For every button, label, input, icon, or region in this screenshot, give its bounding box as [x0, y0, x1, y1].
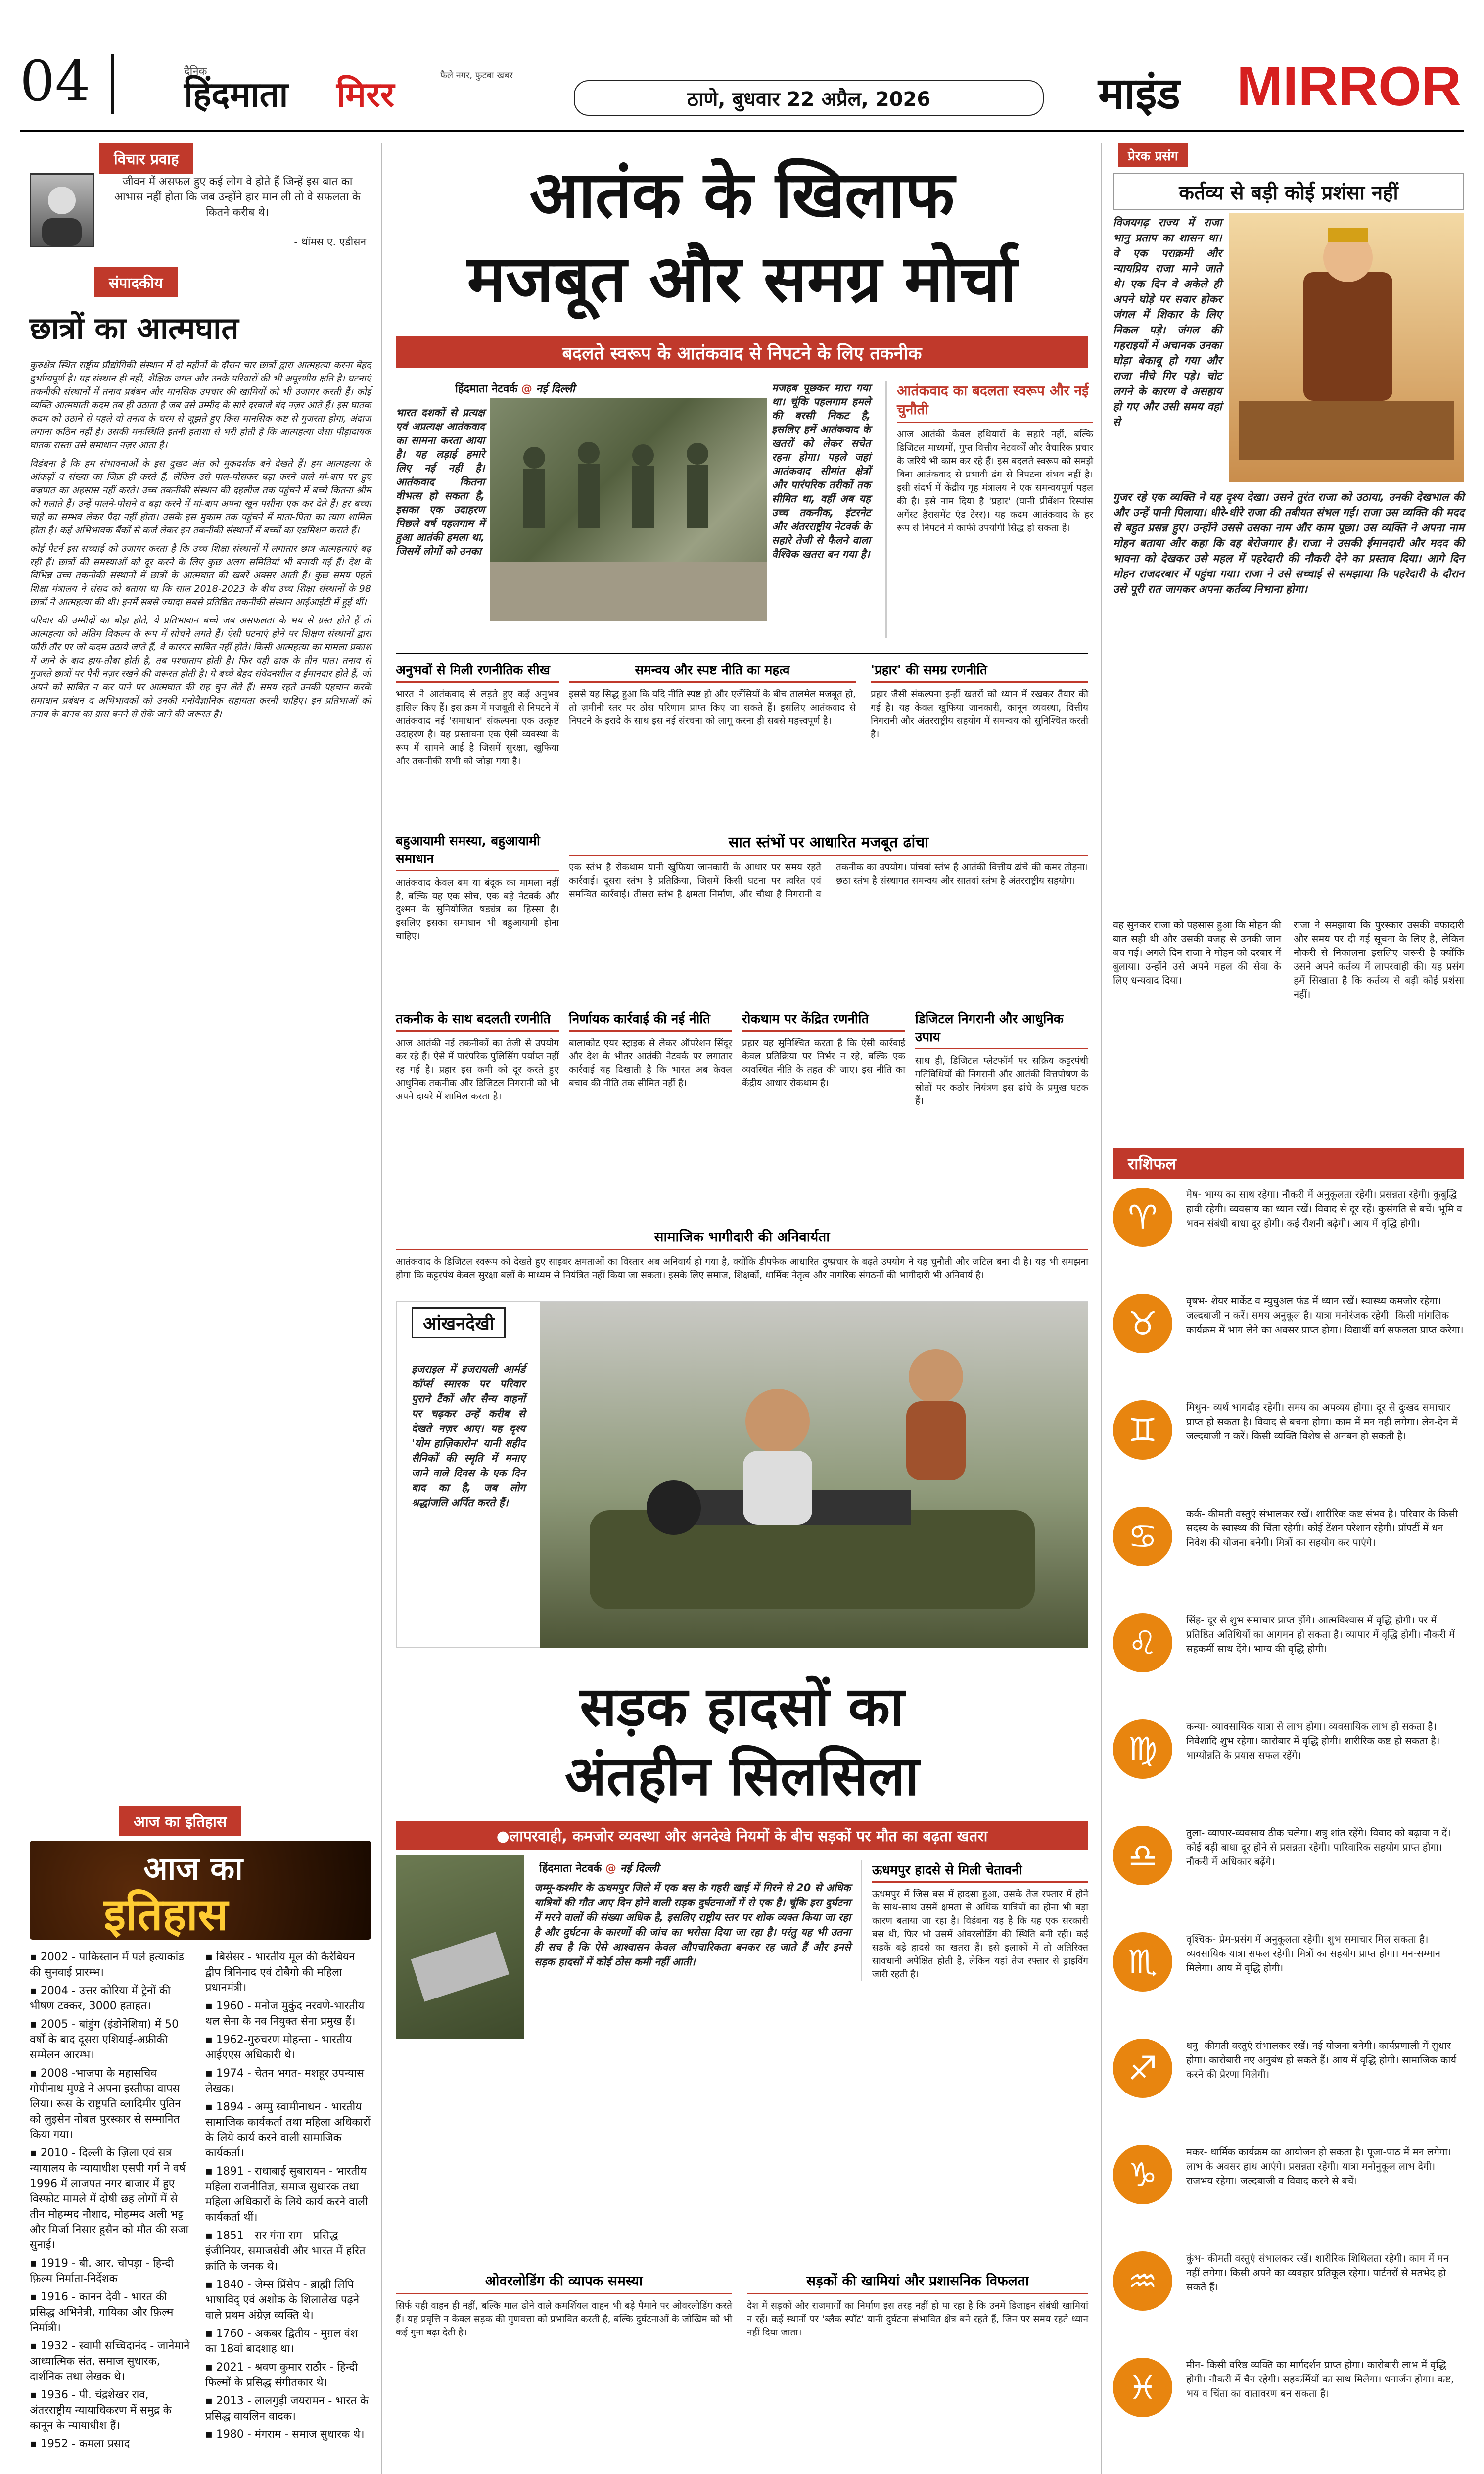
main-headline-1: आतंक के खिलाफ: [529, 157, 955, 232]
history-item: ▪ 2004 - उत्तर कोरिया में ट्रेनों की भीषण टक्कर, 3000 हताहत।: [30, 1985, 171, 2012]
main-sec1-text: भारत ने आतंकवाद से लड़ते हुए कई अनुभव हासिल किए हैं। इस क्रम में मजबूती से निपटने में आतंकवाद नई 'समाधान' संकल्पना एक उत्कृष्ट उदाहरण है। यह प्रस्तावना एक ऐसी व्यवस्था के रूप में सामने आई है जिसमें सुरक्षा, खुफिया और तकनीकी सभी को जोड़ा गया है।: [396, 689, 559, 766]
right-col-rule: [1101, 143, 1102, 2474]
prerak-col2: राजा ने समझाया कि पुरस्कार उसकी वफादारी और समय पर दी गई सूचना के लिए है, लेकिन नौकरी से निकालना इसलिए जरूरी है क्योंकि उसने अपने कर्तव्य में लापरवाही की। यह प्रसंग हमें सिखाता है कि कर्तव्य से बड़ी कोई प्रशंसा नहीं।: [1294, 919, 1464, 1000]
main-sec9-title: डिजिटल निगरानी और आधुनिक उपाय: [915, 1009, 1088, 1049]
vichar-quote: जीवन में असफल हुए कई लोग वे होते हैं जिन्हें इस बात का आभास नहीं होता कि जब उन्होंने हार मान ली तो वे सफलता के कितने करीब थे।: [114, 176, 361, 219]
road-headline-2: अंतहीन सिलसिला: [564, 1744, 920, 1808]
history-list-right: [205, 1950, 371, 2445]
rashi-text: मेष- भाग्य का साथ रहेगा। नौकरी में अनुकूलता रहेगी। प्रसन्नता रहेगी। कुबुद्धि हावी रहेगी। व्यवसाय का ध्यान रखें। विवाद से दूर रहें। कुसंगति से बचें। भूमि व भवन संबंधी बाधा दूर होगी। कई रौशनी बढ़ेगी। आय में वृद्धि होगी।: [1186, 1189, 1463, 1229]
history-item: ▪ 1894 - अम्मु स्वामीनाथन - भारतीय सामाजिक कार्यकर्ता तथा महिला अधिकारों के लिये कार्य करने वाली सामाजिक कार्यकर्ता।: [205, 2101, 371, 2159]
main-sec5-title: सात स्तंभों पर आधारित मजबूत ढांचा: [569, 831, 1088, 856]
main-box-title: आतंकवाद का बदलता स्वरूप और नई चुनौती: [897, 381, 1093, 423]
rashi-text: वृश्चिक- प्रेम-प्रसंग में अनुकूलता रहेगी। शुभ समाचार मिल सकता है। व्यवसायिक यात्रा सफल रहेगी। मित्रों का सहयोग प्राप्त होगा। मन-सम्मान मिलेगा। आय में वृद्धि होगी।: [1186, 1933, 1440, 1974]
road-byline-2: नई दिल्ली: [620, 1862, 659, 1875]
zodiac-5-icon: ♌: [1113, 1613, 1172, 1672]
zodiac-11-icon: ♒: [1113, 2251, 1172, 2311]
zodiac-7-icon: ♎: [1113, 1826, 1172, 1885]
main-byline: हिंदमाता नेटवर्क @ नई दिल्ली: [455, 383, 575, 395]
king-scene-icon: [1229, 213, 1464, 482]
history-item: ▪ 2010 - दिल्ली के ज़िला एवं सत्र न्यायालय के न्यायाधीश एसपी गर्ग ने वर्ष 1996 में लाजपत नगर बाजार में हुए विस्फोट मामले में दोषी छह लोगों में से तीन मोहम्मद नौशाद, मोहम्मद अली भट्ट और मिर्जा निसार हुसैन को मौत की सजा सुनाई।: [30, 2147, 189, 2251]
prerak-box: [1113, 143, 1464, 1133]
main-sec1-title: अनुभवों से मिली रणनीतिक सीख: [396, 661, 559, 683]
ankhon-photo: [540, 1302, 1088, 1648]
main-sec10-title: सामाजिक भागीदारी की अनिवार्यता: [396, 1227, 1088, 1250]
history-item: ▪ 1891 - राधाबाई सुबारायन - भारतीय महिला राजनीतिज्ञ, समाज सुधारक तथा महिला अधिकारों के लिये कार्य करने वाली कार्यकर्ता थीं।: [205, 2165, 368, 2224]
editorial-p1: कुरुक्षेत्र स्थित राष्ट्रीय प्रौद्योगिकी संस्थान में दो महीनों के दौरान चार छात्रों द्वारा आत्महत्या करना बेहद दुर्भाग्यपूर्ण है। यह संस्थान ही नहीं, शैक्षिक जगत और उनके परिवारों की भी अपूरणीय क्षति है। घटनाएं तकनीकी संस्थानों में तनाव प्रबंधन और मानसिक उपचार की खामियों को भी उजागर करती हैं। कोई व्यक्ति आत्मघाती कदम तब ही उठाता है जब उसे उम्मीद के सारे दरवाजे बंद नज़र आते हैं। इस घातक कदम को उठाने से पहले वो तनाव के चरम से जूझते हुए किस मानसिक कष्ट से गुजरता होगा, अंदाज लगाना कठिन नहीं है। उसकी मनःस्थिति इतनी हताशा से भरी होती है कि आत्महत्या जैसा पीड़ादायक घातक रास्ता उसे समाधान नज़र आता है।: [30, 360, 371, 451]
vichar-author: - थॉमस ए. एडीसन: [294, 236, 366, 248]
editorial-label: संपादकीय: [94, 267, 178, 297]
road-headline-1: सड़क हादसों का: [580, 1675, 904, 1738]
masthead: [0, 0, 1484, 141]
road-strap-text: ●लापरवाही, कमजोर व्यवस्था और अनदेखे नियमों के बीच सड़कों पर मौत का बढ़ता खतरा: [496, 1827, 988, 1845]
zodiac-8-icon: ♏: [1113, 1932, 1172, 1992]
rashi-text: मकर- धार्मिक कार्यक्रम का आयोजन हो सकता है। पूजा-पाठ में मन लगेगा। लाभ के अवसर हाथ आएंगे। प्रसन्नता रहेगी। यात्रा मनोनुकूल लाभ देगी। राजभय रहेगा। जल्दबाजी व विवाद करने से बचें।: [1186, 2146, 1451, 2187]
prerak-col1: वह सुनकर राजा को पहसास हुआ कि मोहन की बात सही थी और उसकी वजह से उनकी जान बच गई। अगले दिन राजा ने मोहन को दरबार में बुलाया। उन्होंने उसे अपने महल की सेवा के लिए धन्यवाद दिया।: [1113, 919, 1281, 986]
rashi-text: सिंह- दूर से शुभ समाचार प्राप्त होंगे। आत्मविश्वास में वृद्धि होगी। पर में प्रतिष्ठित अतिथियों का आगमन हो सकता है। व्यापार में वृद्धि होगी। नौकरी में सहकर्मी साथ देंगे। भाग्य की वृद्धि होगी।: [1186, 1614, 1455, 1655]
rashi-row: [1113, 1400, 1464, 1507]
rashifal-label: राशिफल: [1113, 1148, 1464, 1179]
zodiac-10-icon: ♑: [1113, 2145, 1172, 2204]
rashi-row: [1113, 1294, 1464, 1400]
history-item: ▪ 2005 - बांडुंग (इंडोनेशिया) में 50 वर्षों के बाद दूसरा एशियाई-अफ्रीकी सम्मेलन आरम्भ।: [30, 2018, 179, 2061]
main-sec3: [871, 661, 1088, 741]
rashi-text: मीन- किसी वरिष्ठ व्यक्ति का मार्गदर्शन प्राप्त होगा। कारोबारी लाभ में वृद्धि होगी। नौकरी में चैन रहेगी। सहकर्मियों का साथ मिलेगा। धनार्जन होगा। कष्ट, भय व चिंता का वातावरण बन सकता है।: [1186, 2359, 1454, 2399]
road-sec1-text: सिर्फ यही वाहन ही नहीं, बल्कि माल ढोने वाले कमर्शियल वाहन भी बड़े पैमाने पर ओवरलोडिंग करते हैं। यह प्रवृत्ति न केवल सड़क की गुणवत्ता को प्रभावित करती है, बल्कि दुर्घटनाओं के जोखिम को भी कई गुना बढ़ा देती है।: [396, 2300, 732, 2338]
rashi-text: तुला- व्यापार-व्यवसाय ठीक चलेगा। शत्रु शांत रहेंगे। विवाद को बढ़ावा न दें। कोई बड़ी बाधा दूर होने से प्रसन्नता रहेगी। पारिवारिक सहयोग प्राप्त होगा। नौकरी में अधिकार बढ़ेंगे।: [1186, 1827, 1451, 1867]
main-sec6-text: आज आतंकी नई तकनीकों का तेजी से उपयोग कर रहे हैं। ऐसे में पारंपरिक पुलिसिंग पर्याप्त नहीं रह गई है। प्रहार इस कमी को दूर करते हुए आधुनिक तकनीक और डिजिटल निगरानी को भी अपने दायरे में शामिल करता है।: [396, 1038, 559, 1102]
rashi-row: [1113, 1719, 1464, 1826]
main-sec2-text: इससे यह सिद्ध हुआ कि यदि नीति स्पष्ट हो और एजेंसियों के बीच तालमेल मजबूत हो, तो ज़मीनी स्तर पर ठोस परिणाम प्राप्त किए जा सकते हैं। इसलिए आतंकवाद से निपटने के इरादे के साथ इस नई संरचना को लागू करना ही सबसे महत्त्वपूर्ण है।: [569, 689, 856, 726]
road-side-box: [861, 1860, 1088, 1981]
road-box-text: ऊधमपुर में जिस बस में हादसा हुआ, उसके तेज रफ्तार में होने के साथ-साथ उसमें क्षमता से अधिक यात्रियों का होना भी बड़ा कारण बताया जा रहा है। विडंबना यह है कि यह एक सरकारी बस थी, फिर भी उसमें ओवरलोडिंग की स्थिति बनी रही। कई सड़कें बड़े हादसे का खतरा हैं। इसे इलाकों में तो अतिरिक्त सावधानी अपेक्षित होती है, लेकिन यहां तेज रफ्तार से ड्राइविंग जारी रहती है।: [872, 1889, 1088, 1980]
history-item: ▪ 2013 - लालगुड़ी जयरामन - भारत के प्रसिद्ध वायलिन वादक।: [205, 2395, 369, 2423]
main-sec10-text: आतंकवाद के डिजिटल स्वरूप को देखते हुए साइबर क्षमताओं का विस्तार अब अनिवार्य हो गया है, क्योंकि डीपफेक आधारित दुष्प्रचार के बढ़ते उपयोग ने यह चुनौती और जटिल बना दी है। यह भी समझना होगा कि कट्टरपंथ केवल सुरक्षा बलों के माध्यम से नियंत्रित नहीं किया जा सकता। इसके लिए समाज, शिक्षकों, धार्मिक नेतृत्व और नागरिक संगठनों की भागीदारी भी अनिवार्य है।: [396, 1256, 1088, 1281]
road-byline-1: हिंदमाता नेटवर्क: [539, 1862, 602, 1875]
history-item: ▪ 1919 - बी. आर. चोपड़ा - हिन्दी फ़िल्म निर्माता-निर्देशक: [30, 2257, 174, 2285]
main-sec2-title: समन्वय और स्पष्ट नीति का महत्व: [569, 661, 856, 683]
history-banner-1: आज का: [143, 1851, 243, 1887]
ankhon-label: आंखनदेखी: [412, 1307, 506, 1338]
main-sec6: [396, 1009, 559, 1103]
editorial-p4: परिवार की उम्मीदों का बोझ होते, ये प्रतिभावान बच्चे जब असफलता के भय से ग्रस्त होते हैं तो आत्महत्या को अंतिम विकल्प के रूप में सोचने लगते हैं। ऐसी घटनाएं होने पर शिक्षण संस्थानों द्वारा फौरी तौर पर जो कदम उठाये जाते हैं, वे कारगर साबित नहीं होते। किसी आत्महत्या का मामला प्रकाश में आने के बाद हाय-तौबा होती है, तब पश्चाताप होती है। फिर वही ढाक के तीन पात। तनाव से गुजरते छात्रों पर पैनी नज़र रखने की जरूरत होती है। ये बच्चे बेहद संवेदनशील व ईमानदार होते हैं, जो अपने को साबित न कर पाने पर आत्मघात की राह चुन लेते हैं। समय रहते उनकी पहचान करके समाधान प्रबंधन व अभिभावकों को उनकी मनोवैज्ञानिक सहायता करनी चाहिए। इन प्रतिभाओं को तनाव के दानव का ग्रास बनने से रोके जाने की जरूरत है।: [30, 615, 371, 719]
main-sec4: [396, 831, 559, 943]
history-item: ▪ 2008 -भाजपा के महासचिव गोपीनाथ मुण्डे ने अपना इस्तीफा वापस लिया। रूस के राष्ट्रपति व्लादिमीर पुतिन को लुइसेन नोबल पुरस्कार से सम्मानित किया गया।: [30, 2067, 181, 2141]
zodiac-1-icon: ♈: [1113, 1188, 1172, 1247]
main-headline-2: मजबूत और समग्र मोर्चा: [467, 241, 1017, 316]
rashi-row: [1113, 1932, 1464, 2039]
main-sec9-text: साथ ही, डिजिटल प्लेटफॉर्म पर सक्रिय कट्टरपंथी गतिविधियों की निगरानी और आतंकी वित्तपोषण के स्रोतों पर कठोर नियंत्रण इस ढांचे के प्रमुख घटक हैं।: [915, 1055, 1088, 1106]
main-sec1: [396, 661, 559, 768]
history-item: ▪ 1974 - चेतन भगत- मशहूर उपन्यास लेखक।: [205, 2067, 365, 2095]
main-strap: [396, 336, 1088, 368]
road-sec1-title: ओवरलोडिंग की व्यापक समस्या: [396, 2271, 732, 2294]
history: [20, 1806, 376, 2474]
left-col-rule: [381, 143, 382, 2474]
history-banner-2: इतिहास: [104, 1889, 228, 1941]
rashi-row: [1113, 2145, 1464, 2251]
rashifal: [1113, 1148, 1464, 2474]
dateline: [574, 80, 1044, 116]
rashi-row: [1113, 1188, 1464, 1294]
king-illustration: [1229, 213, 1464, 482]
main-sec4-title: बहुआयामी समस्या, बहुआयामी समाधान: [396, 831, 559, 871]
brand-logo-2: मिरर: [336, 74, 395, 115]
zodiac-9-icon: ♐: [1113, 2039, 1172, 2098]
rashi-row: [1113, 1613, 1464, 1719]
main-lede-left: भारत दशकों से प्रत्यक्ष एवं अप्रत्यक्ष आतंकवाद का सामना करता आया है। यह लड़ाई हमारे लिए नई नहीं है। आतंकवाद कितना वीभत्स हो सकता है, इसका एक उदाहरण पिछले वर्ष पहलगाम में हुआ आतंकी हमला था, जिसमें लोगों को उनका: [396, 407, 485, 557]
history-item: ▪ 1760 - अकबर द्वितीय - मुग़ल वंश का 18वां बादशाह था।: [205, 2328, 358, 2355]
history-item: ▪ 2002 - पाकिस्तान में पर्ल हत्याकांड की सुनवाई प्रारम्भ।: [30, 1951, 185, 1979]
history-item: ▪ 1980 - मंगराम - समाज सुधारक थे।: [205, 2428, 365, 2441]
history-list-left: [30, 1950, 193, 2455]
editorial-title: छात्रों का आत्मघात: [30, 310, 239, 346]
brand-tagline: फैले नगर, फुटबा खबर: [440, 70, 513, 81]
road-sec2-text: देश में सड़कों और राजमार्गों का निर्माण इस तरह नहीं हो पा रहा है कि उनमें डिजाइन संबंधी खामियां न रहें। कई स्थानों पर 'ब्लैक स्पॉट' यानी दुर्घटना संभावित क्षेत्र बने रहते हैं, जिन पर समय रहते ध्यान नहीं दिया जाता।: [747, 2300, 1088, 2338]
main-sec7-text: बालाकोट एयर स्ट्राइक से लेकर ऑपरेशन सिंदूर और देश के भीतर आतंकी नेटवर्क पर लगातार कार्रवाई यह दिखाती है कि भारत अब केवल बचाव की नीति तक सीमित नहीं है।: [569, 1038, 732, 1089]
main-sec5: [569, 831, 1088, 901]
rashi-text: कर्क- कीमती वस्तुएं संभालकर रखें। शारीरिक कष्ट संभव है। परिवार के किसी सदस्य के स्वास्थ्य की चिंता रहेगी। कोई टेंशन परेशान रहेगी। प्रॉपर्टी में धन निवेश की योजना बनेगी। मित्रों का सहयोग कर पाएंगे।: [1186, 1508, 1458, 1548]
history-item: ▪ 1960 - मनोज मुकुंद नरवणे-भारतीय थल सेना के नव नियुक्त सेना प्रमुख हैं।: [205, 2000, 365, 2028]
history-item: ▪ 1952 - कमला प्रसाद: [30, 2438, 130, 2450]
main-sec4-text: आतंकवाद केवल बम या बंदूक का मामला नहीं है, बल्कि यह एक सोच, एक बड़े नेटवर्क और दुश्मन के सुनियोजित षड्यंत्र का हिस्सा है। इसलिए इसका समाधान भी बहुआयामी होना चाहिए।: [396, 877, 559, 942]
editorial-p3: कोई पैटर्न इस सच्चाई को उजागर करता है कि उच्च शिक्षा संस्थानों में लगातार छात्र आत्महत्याएं बढ़ रही हैं। छात्रों की समस्याओं को दूर करने के लिए कुछ अलग समितियां भी बनायी गई हैं। देश के विभिन्न उच्च तकनीकी संस्थानों में छात्रों के आत्मघात की खबरें अक्सर आती हैं। कुछ समय पहले शिक्षा मंत्रालय ने संसद को बताया था कि साल 2018-2023 के बीच उच्च शिक्षा संस्थानों के 98 छात्रों ने आत्महत्या की थी। इनमें सबसे ज्यादा सबसे प्रतिष्ठित तकनीकी संस्थान आईआईटी में हुई थीं।: [30, 543, 371, 608]
dateline-text: ठाणे, बुधवार 22 अप्रैल, 2026: [687, 88, 931, 111]
history-item: ▪ 1962-गुरुचरण मोहन्ता - भारतीय आईएएस अधिकारी थे।: [205, 2034, 352, 2061]
history-banner: [30, 1841, 371, 1940]
main-sec7-title: निर्णायक कार्रवाई की नई नीति: [569, 1009, 732, 1032]
rashi-row: [1113, 2039, 1464, 2145]
main-mid-rule: [396, 653, 1088, 654]
zodiac-12-icon: ♓: [1113, 2358, 1172, 2417]
rashi-row: [1113, 1507, 1464, 1613]
main-side-box: [885, 381, 1093, 638]
section-title-1: माइंड: [1098, 68, 1180, 119]
history-label: आज का इतिहास: [119, 1806, 241, 1836]
main-sec3-text: प्रहार जैसी संकल्पना इन्हीं खतरों को ध्यान में रखकर तैयार की गई है। यह केवल खुफिया जानकारी, कानून व्यवस्था, वित्तीय निगरानी और अंतरराष्ट्रीय सहयोग में समन्वय को सुनिश्चित करती है।: [871, 689, 1088, 740]
zodiac-3-icon: ♊: [1113, 1400, 1172, 1460]
author-portrait: [30, 173, 94, 247]
prerak-label: प्रेरक प्रसंग: [1118, 143, 1188, 167]
main-sec5-text: एक स्तंभ है रोकथाम यानी खुफिया जानकारी के आधार पर समय रहते कार्रवाई। दूसरा स्तंभ है प्रतिक्रिया, जिसमें किसी घटना पर त्वरित एवं समन्वित कार्रवाई। तीसरा स्तंभ है क्षमता निर्माण, और चौथा है निगरानी व तकनीक का उपयोग। पांचवां स्तंभ है आतंकी वित्तीय ढांचे की कमर तोड़ना। छठा स्तंभ है संस्थागत समन्वय और सातवां स्तंभ है अंतरराष्ट्रीय सहयोग।: [569, 862, 1088, 900]
rashifal-list: [1113, 1188, 1464, 2464]
main-sec8: [742, 1009, 905, 1090]
history-item: ▪ 2021 - श्रवण कुमार राठौर - हिन्दी फिल्मों के प्रसिद्ध संगीतकार थे।: [205, 2361, 358, 2389]
tank-children-icon: [540, 1302, 1088, 1648]
rashi-text: धनु- कीमती वस्तुएं संभालकर रखें। नई योजना बनेगी। कार्यप्रणाली में सुधार होगा। कारोबारी नए अनुबंध हो सकते हैं। आय में वृद्धि होगी। सामाजिक कार्य करने की प्रेरणा मिलेगी।: [1186, 2040, 1456, 2080]
main-strap-text: बदलते स्वरूप के आतंकवाद से निपटने के लिए तकनीक: [562, 343, 922, 364]
road-box-title: ऊधमपुर हादसे से मिली चेतावनी: [872, 1860, 1088, 1883]
section-title-2: MIRROR: [1237, 55, 1462, 117]
history-item: ▪ 1851 - सर गंगा राम - प्रसिद्ध इंजीनियर, समाजसेवी और भारत में हरित क्रांति के जनक थे।: [205, 2230, 366, 2273]
road-sec2-title: सड़कों की खामियां और प्रशासनिक विफलता: [747, 2271, 1088, 2294]
prerak-title: कर्तव्य से बड़ी कोई प्रशंसा नहीं: [1113, 173, 1464, 210]
main-sec8-title: रोकथाम पर केंद्रित रणनीति: [742, 1009, 905, 1032]
prerak-intro: विजयगढ़ राज्य में राजा भानु प्रताप का शासन था। वे एक पराक्रमी और न्यायप्रिय राजा माने जाते थे। एक दिन वे अकेले ही अपने घोड़े पर सवार होकर जंगल में शिकार के लिए निकल पड़े। जंगल की गहराइयों में अचानक उनका घोड़ा बेकाबू हो गया और राजा नीचे गिर पड़े। चोट लगने के कारण वे असहाय हो गए और उसी समय वहां से: [1113, 217, 1222, 428]
history-item: ▪ 1840 - जेम्स प्रिंसेप - ब्राह्मी लिपि भाषाविद् एवं अशोक के शिलालेख पढ़ने वाले प्रथम अंग्रेज़ व्यक्ति थे।: [205, 2279, 360, 2322]
brand-small: दैनिक: [184, 65, 207, 78]
editorial-body: [30, 359, 371, 726]
road-lede: जम्मू-कश्मीर के ऊधमपुर जिले में एक बस के गहरी खाई में गिरने से 20 से अधिक यात्रियों की मौत आए दिन होने वाली सड़क दुर्घटनाओं में से एक है। चूंकि इस दुर्घटना में मरने वालों की संख्या अधिक है, इसलिए राष्ट्रीय स्तर पर शोक व्यक्त किया जा रहा है और दुर्घटना के कारणों की जांच का भरोसा दिया जा रहा है। परंतु यह भी उतना ही सच है कि ऐसे आश्वासन केवल औपचारिकता बनकर रह जाते हैं और इनसे सड़क हादसों में कोई ठोस कमी नहीं आती।: [534, 1882, 851, 1968]
history-item: ▪ 1916 - कानन देवी - भारत की प्रसिद्ध अभिनेत्री, गायिका और फ़िल्म निर्मात्री।: [30, 2291, 174, 2334]
road-byline: हिंदमाता नेटवर्क @ नई दिल्ली: [539, 1862, 659, 1875]
main-sec7: [569, 1009, 732, 1090]
portrait-icon: [31, 175, 93, 246]
main-byline-1: हिंदमाता नेटवर्क: [455, 383, 518, 395]
history-item: ▪ 1936 - पी. चंद्रशेखर राव, अंतरराष्ट्रीय न्यायाधिकरण में समुद्र के कानून के न्यायाधीश हैं।: [30, 2389, 172, 2432]
bus-crash-icon: [396, 1856, 524, 2039]
soldiers-photo: [490, 398, 767, 621]
zodiac-2-icon: ♉: [1113, 1294, 1172, 1353]
rashi-row: [1113, 2251, 1464, 2358]
main-sec8-text: प्रहार यह सुनिश्चित करता है कि ऐसी कार्रवाई केवल प्रतिक्रिया पर निर्भर न रहे, बल्कि एक व्यवस्थित नीति के तहत की जाए। इस नीति का केंद्रीय आधार रोकथाम है।: [742, 1038, 905, 1089]
road-sec2: [747, 2271, 1088, 2339]
main-sec3-title: 'प्रहार' की समग्र रणनीति: [871, 661, 1088, 683]
main-byline-2: नई दिल्ली: [536, 383, 575, 395]
main-lede-right: मजहब पूछकर मारा गया था। चूंकि पहलगाम हमले की बरसी निकट है, इसलिए हमें आतंकवाद के खतरों को लेकर सचेत रहना होगा। पहले जहां आतंकवाद सीमांत क्षेत्रों और पारंपरिक तरीकों तक सीमित था, वहीं अब यह उच्च तकनीक, इंटरनेट और अंतरराष्ट्रीय नेटवर्क के सहारे तेजी से फैलने वाला वैश्विक खतरा बन गया है।: [772, 382, 871, 560]
main-sec10: [396, 1227, 1088, 1282]
main-sec9: [915, 1009, 1088, 1108]
rashi-row: [1113, 2358, 1464, 2464]
main-sec6-title: तकनीक के साथ बदलती रणनीति: [396, 1009, 559, 1032]
rashi-text: वृषभ- शेयर मार्केट व म्युचुअल फंड में ध्यान रखें। स्वास्थ्य कमजोर रहेगा। जल्दबाजी न करें। समय अनुकूल है। यात्रा मनोरंजक रहेगी। किसी मांगलिक कार्यक्रम में भाग लेने का अवसर प्राप्त होगा। विद्यार्थी वर्ग सफलता प्राप्त करेगा।: [1186, 1295, 1464, 1335]
vichar-box: [20, 143, 376, 257]
soldiers-march-icon: [490, 398, 767, 621]
main-box-text: आज आतंकी केवल हथियारों के सहारे नहीं, बल्कि डिजिटल माध्यमों, गुप्त वित्तीय नेटवर्कों और वैचारिक प्रचार के जरिये भी काम कर रहे हैं। इस बदलते स्वरूप को समझे बिना आतंकवाद से प्रभावी ढंग से निपटना संभव नहीं है। इसी संदर्भ में केंद्रीय गृह मंत्रालय ने एक समन्वयपूर्ण पहल की है। इसे नाम दिया है 'प्रहार' (यानी प्रीवेंशन रिस्पांस अगेंस्ट हैरासमेंट एंड टेरर)। यह कदम आतंकवाद के हर रूप से निपटने में काफी उपयोगी सिद्ध हो सकता है।: [897, 429, 1093, 533]
rashi-row: [1113, 1826, 1464, 1932]
brand-logo-1: हिंदमाता: [184, 74, 288, 115]
ankhon-box: [396, 1301, 1088, 1648]
rashi-text: कुंभ- कीमती वस्तुएं संभालकर रखें। शारीरिक शिथिलता रहेगी। काम में मन नहीं लगेगा। किसी अपने का व्यवहार प्रतिकूल रहेगा। पार्टनरों से मतभेद हो सकते हैं।: [1186, 2252, 1449, 2293]
masthead-rule: [20, 130, 1464, 132]
page-number: 04: [20, 49, 91, 114]
rashi-text: कन्या- व्यावसायिक यात्रा से लाभ होगा। व्यवसायिक लाभ हो सकता है। निवेशादि शुभ रहेगा। कारोबार में वृद्धि होगी। शारीरिक कष्ट हो सकता है। भाग्योन्नति के प्रयास सफल रहेंगे।: [1186, 1720, 1440, 1761]
history-item: ▪ 1932 - स्वामी सच्चिदानंद - जानेमाने आध्यात्मिक संत, समाज सुधारक, दार्शनिक तथा लेखक थे।: [30, 2340, 190, 2383]
page-number-rule: [111, 54, 114, 114]
prerak-body: गुजर रहे एक व्यक्ति ने यह दृश्य देखा। उसने तुरंत राजा को उठाया, उनकी देखभाल की और उन्हें पानी पिलाया। धीरे-धीरे राजा की तबीयत संभल गई। राजा उस व्यक्ति की मदद से बहुत प्रसन्न हुए। उन्होंने उससे उसका नाम और काम पूछा। उस व्यक्ति ने अपना नाम मोहन बताया और कहा कि वह बेरोजगार है। राजा ने उसकी ईमानदारी और मदद की भावना को देखकर उसे महल में पहरेदारी की नौकरी देने का प्रस्ताव दिया। आगे दिन मोहन राजदरबार में पहुंचा गया। राजा ने उसे सच्चाई से समझाया कि पहरेदारी के दौरान उसे पूरी रात जागकर अपना कर्तव्य निभाना होगा।: [1113, 491, 1464, 596]
main-sec2: [569, 661, 856, 728]
editorial-p2: विडंबना है कि हम संभावनाओं के इस दुखद अंत को मुकदर्शक बने देखते हैं। हम आत्महत्या के आंकड़ों व संख्या का जिक्र ही करते हैं, लेकिन उसे पाल-पोसकर बड़ा करने वाले मां-बाप पर हुए वज्रपात का अहसास नहीं करते। उच्च तकनीकी संस्थान की दहलीज तक पहुंचने में बच्चे कितना श्रीम को गलाते हैं। उन्हें पालने-पोसने व बड़ा करने में मां-बाप अपना खून पसीना एक कर देते हैं। हर बच्चा चाहे का सम्भव लेकर पैदा नहीं होता। उसके इस मुकाम तक पहुंचने में माता-पिता का त्याग शामिल होता है। कई अभिभावक बैंकों से कर्ज लेकर इन तकनीकी संस्थानों में बच्चों का एडमिशन कराते हैं।: [30, 458, 371, 536]
road-strap: [396, 1821, 1088, 1850]
vichar-label: विचार प्रवाह: [99, 143, 193, 174]
zodiac-4-icon: ♋: [1113, 1507, 1172, 1566]
zodiac-6-icon: ♍: [1113, 1719, 1172, 1779]
editorial: [20, 267, 376, 2068]
ankhon-caption: इजराइल में इजरायली आर्मर्ड कॉर्प्स स्मारक पर परिवार पुराने टैंकों और सैन्य वाहनों पर चढ़कर उन्हें करीब से देखते नज़र आए। यह दृश्य 'योम हाज़िकारोन' यानी शहीद सैनिकों की स्मृति में मनाए जाने वाले दिवस के एक दिन बाद का है, जब लोग श्रद्धांजलि अर्पित करते हैं।: [412, 1363, 525, 1509]
history-item: ▪ बिसेसर - भारतीय मूल की कैरेबियन द्वीप त्रिनिनाद एवं टोबैगो की महिला प्रधानमंत्री।: [205, 1951, 355, 1994]
rashi-text: मिथुन- व्यर्थ भागदौड़ रहेगी। समय का अपव्यय होगा। दूर से दुःखद समाचार प्राप्त हो सकता है। विवाद से बचना होगा। काम में मन नहीं लगेगा। लेन-देन में जल्दबाजी न करें। किसी व्यक्ति विशेष से अनबन हो सकती है।: [1186, 1401, 1458, 1442]
road-sec1: [396, 2271, 732, 2339]
bus-accident-photo: [396, 1856, 524, 2039]
